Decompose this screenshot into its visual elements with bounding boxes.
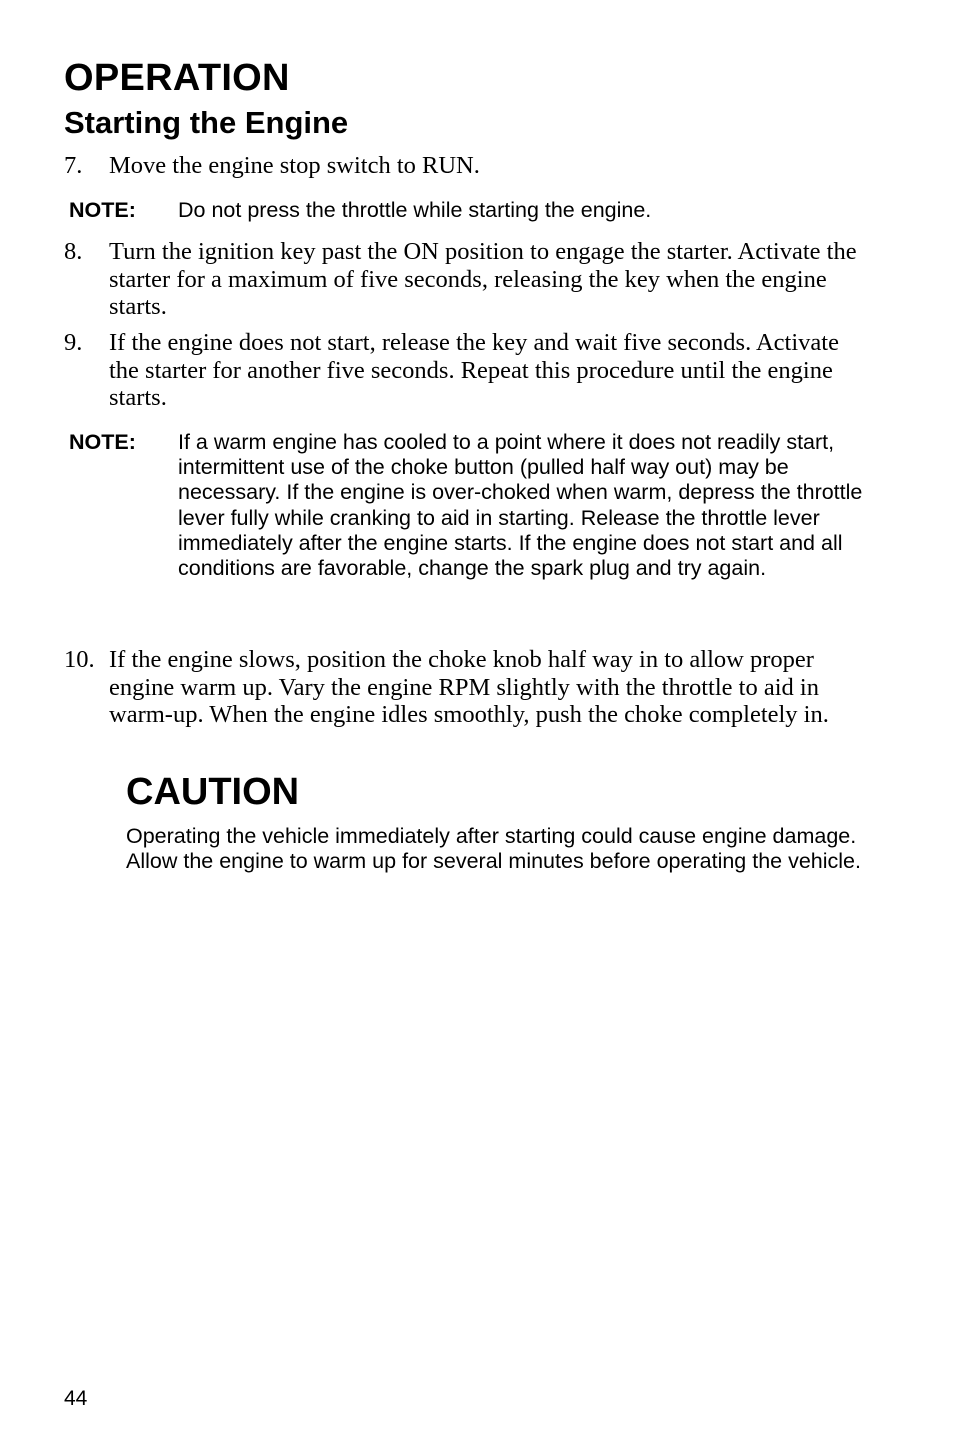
note-text: Do not press the throttle while starting the engine.: [178, 198, 652, 222]
note-text: If a warm engine has cooled to a point where it does not readily start, intermittent use of the choke button (pulled half way out) may be necessary. If the engine is over-choked when warm, depress the throttle lever fully while cranking to aid in starting. Release the throttle lever immediately after the engine starts. If the engine does not start and all conditions are favorable, change the spark plug and try again.: [178, 430, 863, 581]
page-number: 44: [64, 1387, 88, 1410]
step-text: Turn the ignition key past the ON position to engage the starter. Activate the starter for a maximum of five seconds, releasing the key when the engine starts.: [109, 238, 857, 320]
note-label: NOTE:: [69, 198, 136, 222]
step-10: [64, 646, 874, 729]
step-text: If the engine slows, position the choke knob half way in to allow proper engine warm up. Vary the engine RPM slightly with the throttle to aid in warm-up. When the engine idles smoothly, push the choke completely in.: [109, 646, 829, 728]
note-warm-engine: [69, 430, 869, 581]
step-7: [64, 152, 874, 180]
step-number: 8.: [64, 238, 83, 265]
step-text: Move the engine stop switch to RUN.: [109, 152, 480, 179]
section-title: OPERATION: [64, 57, 290, 99]
step-text: If the engine does not start, release the key and wait five seconds. Activate the starter for another five seconds. Repeat this procedure until the engine starts.: [109, 329, 839, 411]
step-8: [64, 238, 874, 321]
step-number: 7.: [64, 152, 83, 179]
subsection-title: Starting the Engine: [64, 105, 349, 140]
caution-title: CAUTION: [126, 771, 300, 813]
step-number: 9.: [64, 329, 83, 356]
note-throttle: [69, 198, 869, 223]
note-label: NOTE:: [69, 430, 136, 454]
step-number: 10.: [64, 646, 95, 673]
caution-text: Operating the vehicle immediately after starting could cause engine damage. Allow the engine to warm up for several minutes before operating the vehicle.: [126, 824, 861, 873]
step-9: [64, 329, 874, 412]
